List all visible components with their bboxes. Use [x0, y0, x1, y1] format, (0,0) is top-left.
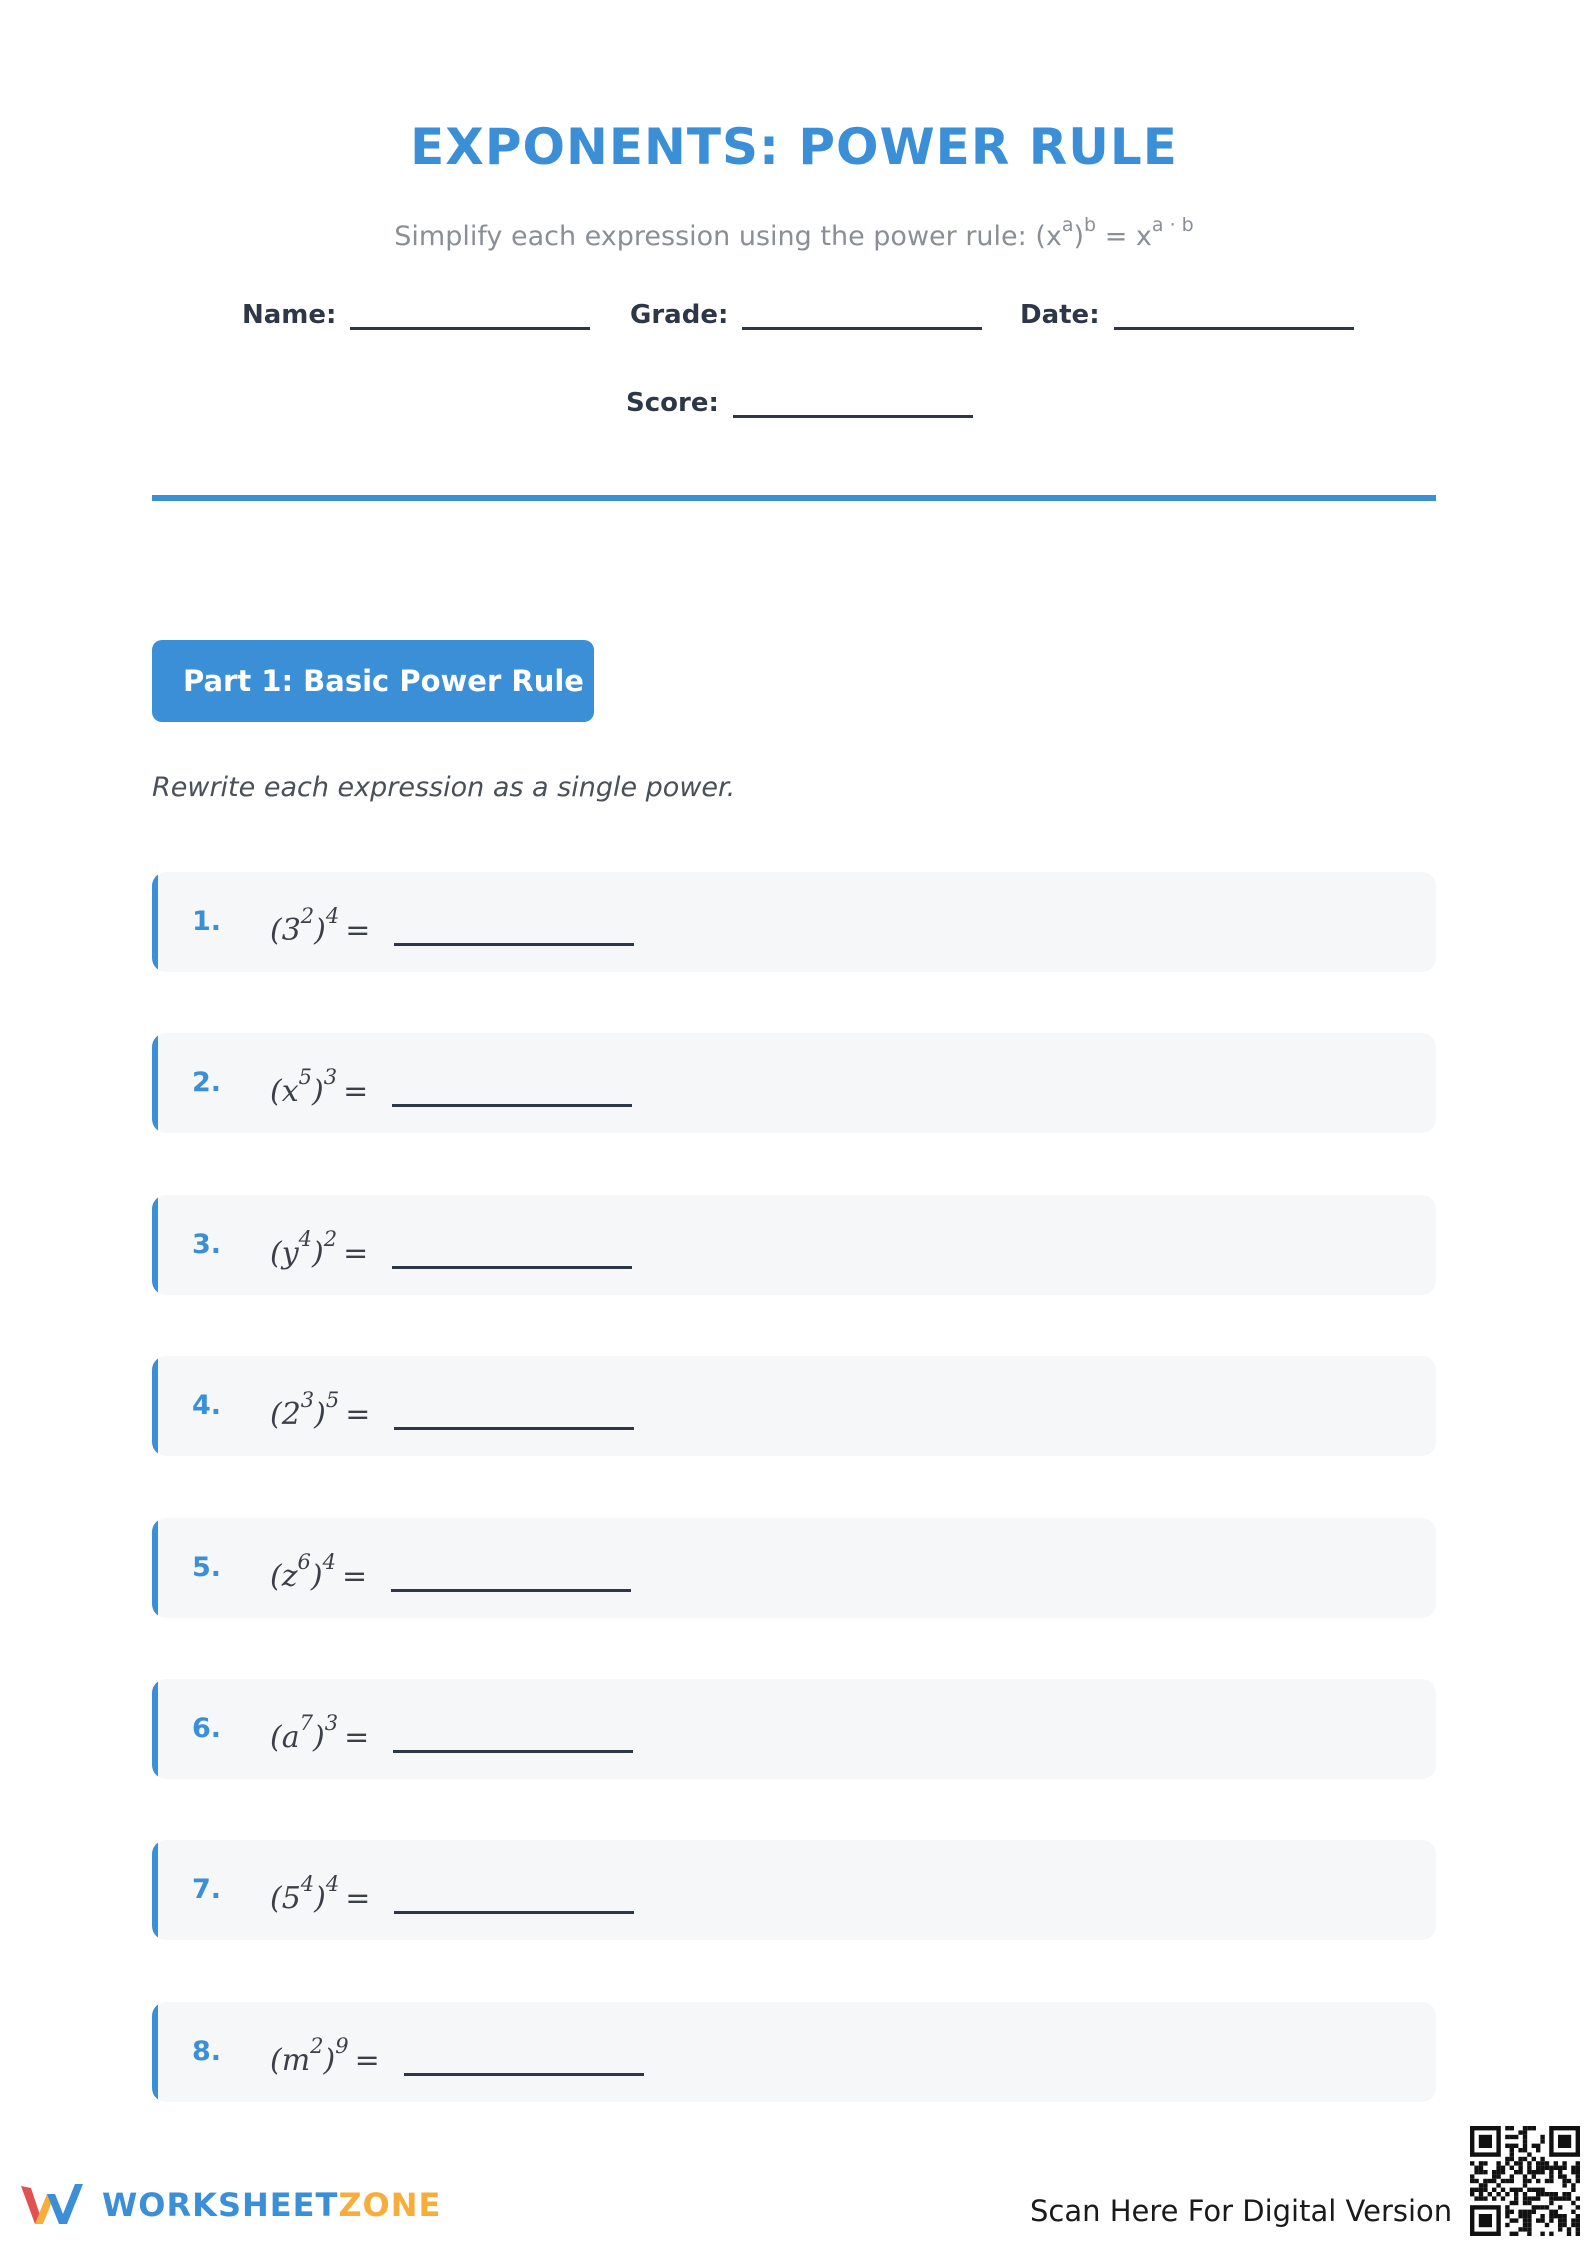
problem-expression [270, 872, 634, 972]
outer-exponent: 5 [325, 1388, 340, 1413]
problem-card [152, 1195, 1436, 1295]
date-field [1020, 300, 1354, 330]
answer-line[interactable] [404, 2046, 644, 2076]
problem-accent-bar [152, 2002, 158, 2102]
expression-close: ) [314, 1881, 326, 1917]
scan-caption: Scan Here For Digital Version [1030, 2194, 1453, 2228]
worksheetzone-logo-icon [17, 2180, 92, 2230]
problem-expression [270, 1033, 632, 1133]
problem-expression [270, 2002, 644, 2102]
problem-number: 2. [192, 1067, 222, 1099]
answer-line[interactable] [391, 1562, 631, 1592]
brand-name-part2: ZONE [338, 2186, 442, 2224]
problem-accent-bar [152, 1195, 158, 1295]
brand-name-part1: WORKSHEET [102, 2186, 339, 2224]
problem-number: 5. [192, 1551, 222, 1583]
problem-accent-bar [152, 1679, 158, 1779]
section-badge: Part 1: Basic Power Rule [152, 640, 594, 722]
answer-line[interactable] [394, 1884, 634, 1914]
date-input-line[interactable] [1114, 304, 1354, 330]
score-field [626, 388, 973, 418]
problem-card [152, 2002, 1436, 2102]
inner-exponent: 6 [297, 1549, 311, 1574]
subtitle-eq: = x [1096, 221, 1152, 252]
problem-card [152, 1356, 1436, 1456]
answer-line[interactable] [393, 1723, 633, 1753]
answer-line[interactable] [392, 1077, 632, 1107]
expression-close: ) [314, 913, 326, 948]
equals-sign: = [344, 1720, 370, 1755]
answer-line[interactable] [392, 1239, 632, 1269]
inner-exponent: 4 [298, 1226, 313, 1251]
expression-close: ) [312, 1235, 324, 1271]
inner-exponent: 5 [298, 1065, 312, 1090]
problem-accent-bar [152, 1356, 158, 1456]
equals-sign: = [343, 1235, 369, 1271]
outer-exponent: 3 [323, 1065, 338, 1090]
subtitle-sup-ab: a · b [1151, 214, 1194, 236]
problem-card [152, 1518, 1436, 1618]
expression-close: ) [323, 2042, 336, 2078]
problem-expression [270, 1840, 634, 1940]
subtitle-mid: ) [1073, 221, 1085, 252]
outer-exponent: 9 [335, 2033, 349, 2058]
inner-exponent: 7 [299, 1711, 313, 1735]
expression-base: (y [270, 1235, 299, 1271]
equals-sign: = [343, 1074, 369, 1110]
expression-close: ) [310, 1558, 323, 1594]
equals-sign: = [345, 1881, 371, 1917]
expression-base: (x [270, 1074, 299, 1110]
subtitle-text: Simplify each expression using the power rule: (x [394, 221, 1062, 252]
expression-base: (5 [270, 1881, 301, 1917]
expression-base: (3 [270, 913, 301, 948]
brand-logo [17, 2180, 441, 2230]
qr-code-icon[interactable] [1470, 2126, 1580, 2236]
inner-exponent: 4 [300, 1872, 315, 1897]
outer-exponent: 4 [322, 1549, 336, 1574]
date-label: Date: [1020, 300, 1100, 330]
answer-line[interactable] [394, 1400, 634, 1430]
subtitle-sup-b: b [1084, 214, 1097, 236]
problem-accent-bar [152, 1518, 158, 1618]
problem-expression [270, 1356, 634, 1456]
name-label: Name: [242, 300, 337, 330]
header-divider [152, 495, 1436, 501]
name-input-line[interactable] [350, 304, 590, 330]
outer-exponent: 3 [324, 1711, 339, 1735]
problem-number: 4. [192, 1390, 222, 1422]
problem-expression [270, 1195, 632, 1295]
expression-close: ) [312, 1720, 325, 1755]
subtitle-sup-a: a [1061, 214, 1074, 236]
expression-close: ) [312, 1074, 324, 1110]
page-title: EXPONENTS: POWER RULE [410, 118, 1178, 176]
problem-number: 8. [192, 2035, 222, 2067]
problem-number: 6. [192, 1713, 222, 1744]
score-label: Score: [626, 388, 719, 418]
problem-card [152, 1033, 1436, 1133]
problem-number: 1. [192, 906, 222, 937]
answer-line[interactable] [394, 916, 634, 946]
grade-field [630, 300, 982, 330]
brand-name [102, 2186, 441, 2224]
outer-exponent: 2 [323, 1226, 338, 1251]
inner-exponent: 3 [300, 1388, 315, 1413]
inner-exponent: 2 [310, 2033, 324, 2058]
problem-accent-bar [152, 872, 158, 972]
equals-sign: = [345, 1397, 371, 1433]
equals-sign: = [341, 1558, 368, 1594]
equals-sign: = [345, 913, 371, 948]
grade-input-line[interactable] [742, 304, 982, 330]
page-subtitle [0, 214, 1588, 252]
problem-card [152, 872, 1436, 972]
expression-close: ) [314, 1397, 326, 1433]
expression-base: (a [270, 1720, 300, 1755]
expression-base: (m [270, 2042, 311, 2078]
problem-card [152, 1840, 1436, 1940]
section-instructions: Rewrite each expression as a single power. [152, 772, 736, 803]
problem-card [152, 1679, 1436, 1779]
problem-expression [270, 1518, 631, 1618]
name-field [242, 300, 590, 330]
problem-accent-bar [152, 1840, 158, 1940]
expression-base: (z [270, 1558, 298, 1594]
grade-label: Grade: [630, 300, 729, 330]
outer-exponent: 4 [325, 904, 340, 928]
equals-sign: = [354, 2042, 380, 2078]
outer-exponent: 4 [325, 1872, 340, 1897]
problem-expression [270, 1679, 633, 1779]
problem-accent-bar [152, 1033, 158, 1133]
score-input-line[interactable] [733, 392, 973, 418]
inner-exponent: 2 [300, 904, 315, 928]
problem-number: 7. [192, 1874, 222, 1906]
problem-number: 3. [192, 1228, 222, 1260]
expression-base: (2 [270, 1397, 301, 1433]
